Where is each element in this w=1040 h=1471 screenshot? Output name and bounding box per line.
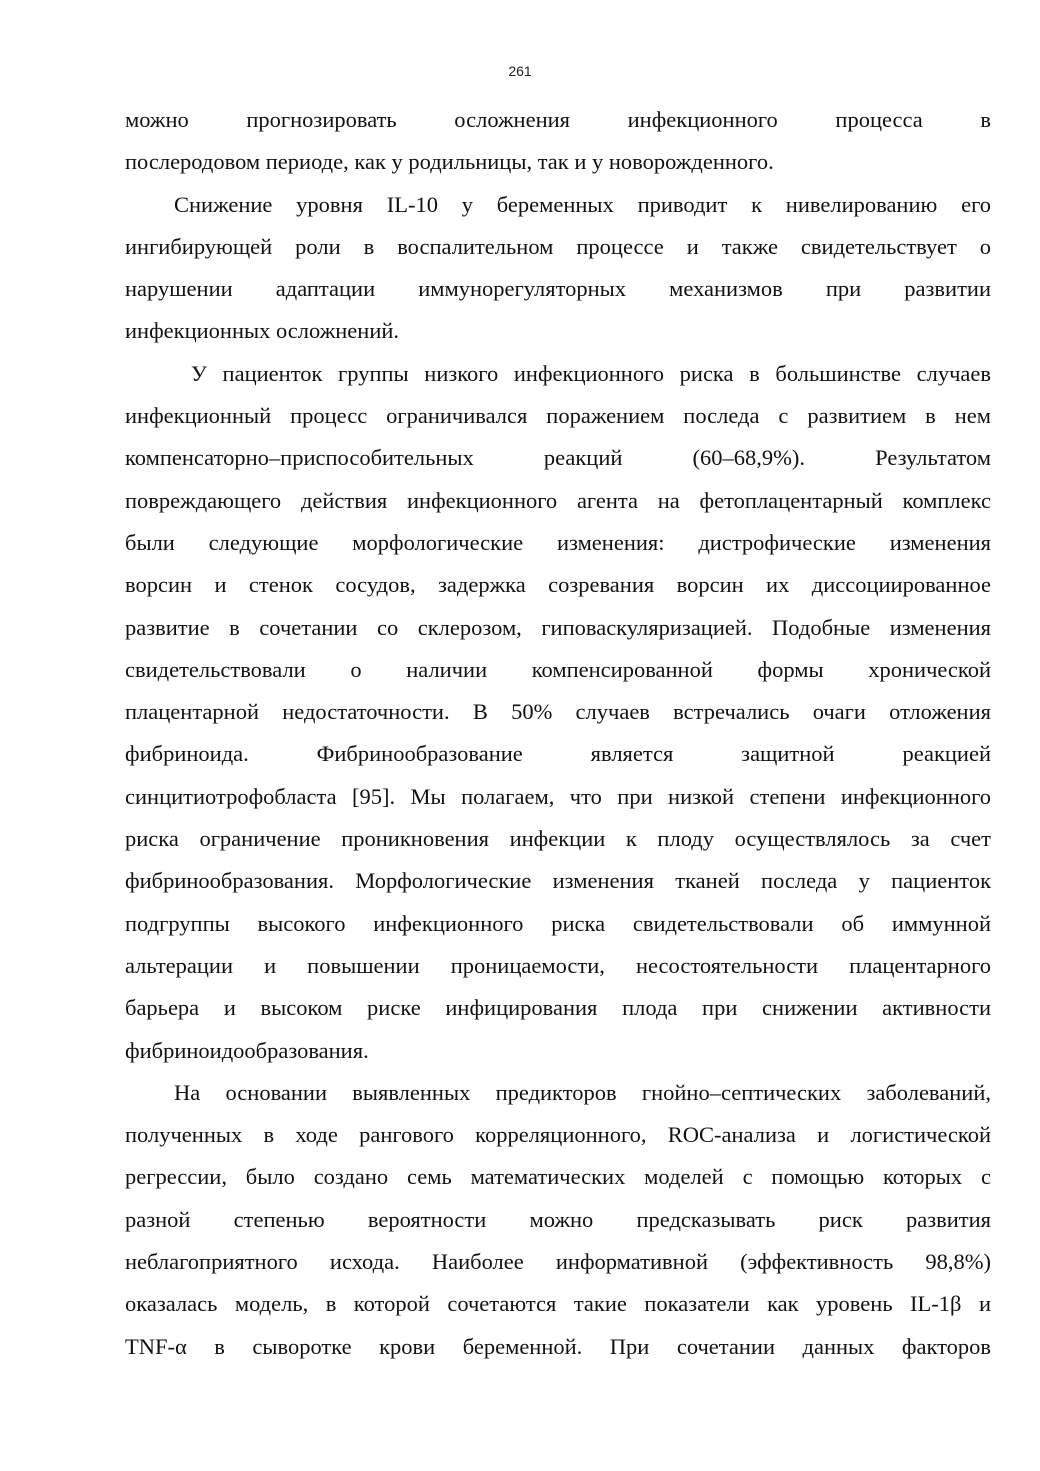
text-line: альтерации и повышении проницаемости, несостоятельности плацентарного bbox=[125, 952, 991, 978]
text-line: TNF-α в сыворотке крови беременной. При сочетании данных факторов bbox=[125, 1333, 991, 1359]
text-line: оказалась модель, в которой сочетаются такие показатели как уровень IL-1β и bbox=[125, 1291, 991, 1317]
text-line: регрессии, было создано семь математических моделей с помощью которых с bbox=[125, 1164, 991, 1190]
document-body bbox=[125, 99, 991, 1368]
text-line: были следующие морфологические изменения: дистрофические изменения bbox=[125, 529, 991, 555]
text-line: повреждающего действия инфекционного агента на фетоплацентарный комплекс bbox=[125, 487, 991, 513]
paragraph-continuation bbox=[125, 99, 991, 184]
text-line: На основании выявленных предикторов гнойно–септических заболеваний, bbox=[174, 1079, 991, 1105]
text-line: ингибирующей роли в воспалительном процессе и также свидетельствует о bbox=[125, 233, 991, 259]
text-line: фибриноидообразования. bbox=[125, 1037, 369, 1063]
text-line: можно прогнозировать осложнения инфекционного процесса в bbox=[125, 107, 991, 132]
text-line: ворсин и стенок сосудов, задержка созревания ворсин их диссоциированное bbox=[125, 572, 991, 598]
text-line: плацентарной недостаточности. В 50% случаев встречались очаги отложения bbox=[125, 699, 991, 725]
text-line: послеродовом периоде, как у родильницы, так и у новорожденного. bbox=[125, 149, 774, 175]
paragraph-low-risk bbox=[125, 353, 991, 1072]
text-line: фибриноида. Фибринообразование является защитной реакцией bbox=[125, 741, 991, 767]
page-number: 261 bbox=[508, 63, 532, 79]
text-line: нарушении адаптации иммунорегуляторных механизмов при развитии bbox=[125, 276, 991, 302]
text-line: полученных в ходе рангового корреляционного, ROC-анализа и логистической bbox=[125, 1122, 991, 1148]
text-line: компенсаторно–приспособительных реакций (60–68,9%). Результатом bbox=[125, 445, 991, 471]
text-line: синцитиотрофобласта [95]. Мы полагаем, что при низкой степени инфекционного bbox=[125, 783, 991, 809]
text-line: У пациенток группы низкого инфекционного риска в большинстве случаев bbox=[191, 360, 991, 386]
text-line: барьера и высоком риске инфицирования плода при снижении активности bbox=[125, 995, 991, 1021]
text-line: Снижение уровня IL-10 у беременных приводит к нивелированию его bbox=[174, 191, 991, 217]
text-line: фибринообразования. Морфологические изменения тканей последа у пациенток bbox=[125, 868, 991, 894]
text-line: свидетельствовали о наличии компенсированной формы хронической bbox=[125, 656, 991, 682]
paragraph-models bbox=[125, 1072, 991, 1368]
text-line: разной степенью вероятности можно предсказывать риск развития bbox=[125, 1206, 991, 1232]
text-line: инфекционных осложнений. bbox=[125, 318, 400, 344]
text-line: неблагоприятного исхода. Наиболее информативной (эффективность 98,8%) bbox=[125, 1249, 991, 1275]
text-line: риска ограничение проникновения инфекции к плоду осуществлялось за счет bbox=[125, 826, 991, 852]
text-line: инфекционный процесс ограничивался поражением последа с развитием в нем bbox=[125, 403, 991, 429]
text-line: развитие в сочетании со склерозом, гиповаскуляризацией. Подобные изменения bbox=[125, 614, 991, 640]
text-line: подгруппы высокого инфекционного риска свидетельствовали об иммунной bbox=[125, 910, 991, 936]
paragraph-il10 bbox=[125, 184, 991, 353]
